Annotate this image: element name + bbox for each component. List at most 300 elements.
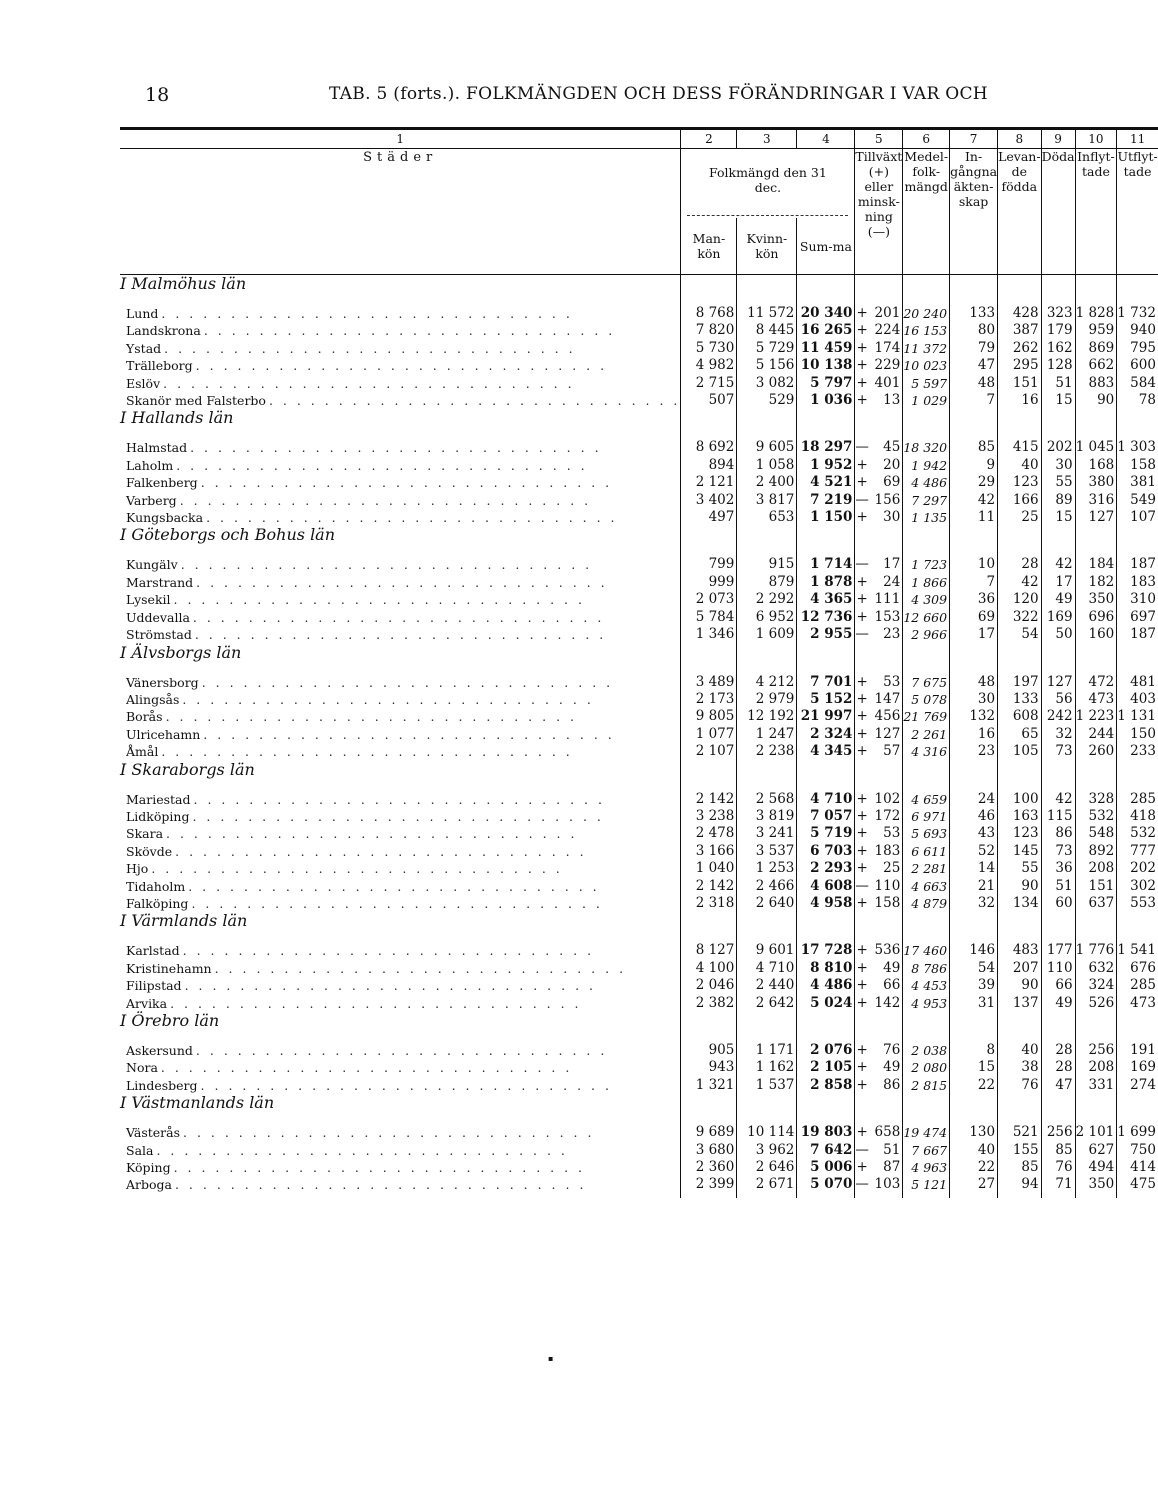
cell-tillvaxt-sign: + — [856, 591, 868, 608]
cell-ingangna: 40 — [950, 1142, 998, 1159]
table-row — [120, 626, 1158, 643]
leader-dots: . . . . . . . . . . . . . . . . . . . . . . . . . . . . . . — [182, 691, 594, 707]
leader-dots: . . . . . . . . . . . . . . . . . . . . . . . . . . . . . . — [151, 861, 563, 877]
section-spacer-cell — [950, 526, 998, 556]
leader-dots: . . . . . . . . . . . . . . . . . . . . . . . . . . . . . . — [161, 744, 573, 760]
cell-mankon: 2 318 — [681, 895, 737, 912]
leader-dots: . . . . . . . . . . . . . . . . . . . . . . . . . . . . . . — [156, 1142, 568, 1158]
header-inflyttade: Inflyt-tade — [1075, 149, 1117, 275]
section-spacer-cell — [1075, 644, 1117, 674]
section-spacer-cell — [903, 526, 950, 556]
section-spacer-cell — [869, 409, 903, 439]
section-spacer-cell — [998, 526, 1042, 556]
cell-summa: 4 345 — [797, 743, 855, 760]
cell-doda: 66 — [1041, 977, 1075, 994]
table-row — [120, 1042, 1158, 1059]
leader-dots: . . . . . . . . . . . . . . . . . . . . . . . . . . . . . . — [164, 340, 576, 356]
table-row — [120, 357, 1158, 374]
cell-tillvaxt-sign: + — [856, 825, 868, 842]
cell-tillvaxt: 24 — [883, 573, 901, 590]
cell-levande: 415 — [998, 439, 1042, 456]
city-name: Kungsbacka — [126, 510, 206, 525]
column-header-row — [120, 149, 1158, 275]
section-spacer-cell — [797, 526, 855, 556]
cell-medelfolkmangd: 4 953 — [903, 995, 950, 1012]
cell-kvinnkon: 4 212 — [737, 674, 797, 691]
section-spacer-cell — [1117, 1012, 1158, 1042]
cell-doda: 47 — [1041, 1077, 1075, 1094]
cell-doda: 49 — [1041, 995, 1075, 1012]
cell-inflyttade: 350 — [1075, 1176, 1117, 1193]
cell-inflyttade: 696 — [1075, 609, 1117, 626]
cell-levande: 65 — [998, 726, 1042, 743]
cell-ingangna: 15 — [950, 1059, 998, 1076]
cell-summa: 19 803 — [797, 1124, 855, 1141]
city-name: Skara — [126, 826, 166, 841]
table-row — [120, 509, 1158, 526]
section-spacer-cell — [903, 644, 950, 674]
leader-dots: . . . . . . . . . . . . . . . . . . . . . . . . . . . . . . — [170, 995, 582, 1011]
cell-inflyttade: 151 — [1075, 878, 1117, 895]
city-name: Laholm — [126, 458, 176, 473]
cell-inflyttade: 959 — [1075, 322, 1117, 339]
cell-tillvaxt-sign: + — [856, 894, 868, 911]
section-spacer-cell — [1075, 912, 1117, 942]
cell-doda: 127 — [1041, 674, 1075, 691]
city-name: Halmstad — [126, 440, 190, 455]
table-row — [120, 474, 1158, 491]
section-spacer-cell — [737, 275, 797, 306]
cell-utflyttade: 285 — [1117, 977, 1158, 994]
section-spacer-cell — [1041, 761, 1075, 791]
section-spacer-cell — [681, 409, 737, 439]
city-name-cell — [120, 860, 681, 877]
section-spacer-cell — [1041, 1012, 1075, 1042]
section-title: I Örebro län — [120, 1011, 220, 1030]
leader-dots: . . . . . . . . . . . . . . . . . . . . . . . . . . . . . . — [191, 895, 603, 911]
city-name: Filipstad — [126, 978, 185, 993]
table-row — [120, 860, 1158, 877]
cell-kvinnkon: 2 646 — [737, 1159, 797, 1176]
cell-doda: 36 — [1041, 860, 1075, 877]
cell-medelfolkmangd: 19 474 — [903, 1124, 950, 1141]
cell-medelfolkmangd: 1 942 — [903, 457, 950, 474]
cell-medelfolkmangd: 4 453 — [903, 977, 950, 994]
table-row — [120, 1142, 1158, 1159]
cell-mankon: 497 — [681, 509, 737, 526]
cell-utflyttade: 202 — [1117, 860, 1158, 877]
section-spacer-cell — [869, 912, 903, 942]
city-name-cell — [120, 1124, 681, 1141]
section-spacer-cell — [1041, 526, 1075, 556]
cell-levande: 151 — [998, 375, 1042, 392]
cell-tillvaxt: 53 — [883, 673, 901, 690]
section-spacer-cell — [681, 761, 737, 791]
city-name-cell — [120, 357, 681, 374]
cell-levande: 262 — [998, 340, 1042, 357]
cell-summa: 21 997 — [797, 708, 855, 725]
leader-dots: . . . . . . . . . . . . . . . . . . . . . . . . . . . . . . — [176, 457, 588, 473]
section-spacer-cell — [1075, 1012, 1117, 1042]
cell-doda: 162 — [1041, 340, 1075, 357]
spacer-cell — [998, 1194, 1042, 1198]
cell-inflyttade: 637 — [1075, 895, 1117, 912]
cell-inflyttade: 632 — [1075, 960, 1117, 977]
section-header-row — [120, 912, 1158, 942]
cell-mankon: 2 073 — [681, 591, 737, 608]
cell-tillvaxt-sign: + — [856, 725, 868, 742]
cell-inflyttade: 208 — [1075, 1059, 1117, 1076]
leader-dots: . . . . . . . . . . . . . . . . . . . . . . . . . . . . . . — [194, 627, 607, 643]
cell-ingangna: 130 — [950, 1124, 998, 1141]
cell-mankon: 1 077 — [681, 726, 737, 743]
cell-medelfolkmangd: 1 723 — [903, 556, 950, 573]
leader-dots: . . . . . . . . . . . . . . . . . . . . . . . . . . . . . . — [160, 1060, 573, 1076]
section-title: I Värmlands län — [120, 911, 248, 931]
cell-kvinnkon: 915 — [737, 556, 797, 573]
cell-utflyttade: 418 — [1117, 808, 1158, 825]
city-name: Åmål — [126, 744, 161, 759]
cell-inflyttade: 316 — [1075, 492, 1117, 509]
cell-inflyttade: 883 — [1075, 375, 1117, 392]
city-name: Strömstad — [126, 627, 195, 642]
table-row — [120, 977, 1158, 994]
cell-inflyttade: 1 223 — [1075, 708, 1117, 725]
section-spacer-cell — [855, 275, 869, 306]
cell-utflyttade: 473 — [1117, 995, 1158, 1012]
cell-levande: 85 — [998, 1159, 1042, 1176]
table-row — [120, 340, 1158, 357]
leader-dots: . . . . . . . . . . . . . . . . . . . . . . . . . . . . . . — [166, 826, 578, 842]
section-spacer-cell — [950, 409, 998, 439]
section-spacer-cell — [737, 644, 797, 674]
cell-tillvaxt: 17 — [883, 556, 901, 573]
col-number: 3 — [737, 129, 797, 149]
cell-utflyttade: 274 — [1117, 1077, 1158, 1094]
cell-ingangna: 22 — [950, 1159, 998, 1176]
cell-ingangna: 7 — [950, 392, 998, 409]
cell-summa: 2 105 — [797, 1059, 855, 1076]
section-spacer-cell — [681, 912, 737, 942]
city-name: Landskrona — [126, 323, 204, 338]
cell-medelfolkmangd: 5 597 — [903, 375, 950, 392]
leader-dots: . . . . . . . . . . . . . . . . . . . . . . . . . . . . . . — [174, 1177, 587, 1193]
section-spacer-cell — [1075, 1094, 1117, 1124]
cell-tillvaxt: 172 — [874, 807, 901, 824]
table-row — [120, 942, 1158, 959]
header-medelfolkmangd: Medel-folk-mängd — [903, 149, 950, 275]
section-spacer-cell — [1117, 644, 1158, 674]
cell-medelfolkmangd: 11 372 — [903, 340, 950, 357]
cell-doda: 256 — [1041, 1124, 1075, 1141]
cell-levande: 94 — [998, 1176, 1042, 1193]
cell-medelfolkmangd: 4 486 — [903, 474, 950, 491]
cell-summa: 18 297 — [797, 439, 855, 456]
section-spacer-cell — [855, 1012, 869, 1042]
leader-dots: . . . . . . . . . . . . . . . . . . . . . . . . . . . . . . — [206, 510, 618, 526]
table-row — [120, 674, 1158, 691]
cell-utflyttade: 78 — [1117, 392, 1158, 409]
section-header-row — [120, 644, 1158, 674]
cell-kvinnkon: 2 400 — [737, 474, 797, 491]
cell-levande: 155 — [998, 1142, 1042, 1159]
cell-ingangna: 22 — [950, 1077, 998, 1094]
cell-tillvaxt: 110 — [874, 877, 901, 894]
table-row — [120, 591, 1158, 608]
leader-dots: . . . . . . . . . . . . . . . . . . . . . . . . . . . . . . — [203, 323, 616, 339]
city-name-cell — [120, 977, 681, 994]
section-spacer-cell — [998, 644, 1042, 674]
cell-ingangna: 43 — [950, 825, 998, 842]
section-spacer-cell — [737, 409, 797, 439]
cell-medelfolkmangd: 5 693 — [903, 825, 950, 842]
city-name: Vänersborg — [126, 675, 202, 690]
cell-kvinnkon: 3 962 — [737, 1142, 797, 1159]
cell-doda: 85 — [1041, 1142, 1075, 1159]
city-name-cell — [120, 591, 681, 608]
header-tillvaxt: Tillväxt (+) eller minsk-ning (—) — [855, 149, 903, 275]
section-title: I Göteborgs och Bohus län — [120, 525, 336, 545]
cell-summa: 5 070 — [797, 1176, 855, 1193]
city-name: Kungälv — [126, 557, 181, 572]
cell-utflyttade: 676 — [1117, 960, 1158, 977]
table-row — [120, 322, 1158, 339]
cell-utflyttade: 1 541 — [1117, 942, 1156, 959]
cell-ingangna: 133 — [950, 305, 998, 322]
cell-ingangna: 132 — [950, 708, 998, 725]
city-name: Skövde — [126, 844, 175, 859]
cell-levande: 137 — [998, 995, 1042, 1012]
cell-doda: 15 — [1041, 392, 1075, 409]
section-header-row — [120, 761, 1158, 791]
leader-dots: . . . . . . . . . . . . . . . . . . . . . . . . . . . . . . — [180, 557, 593, 573]
section-spacer-cell — [903, 275, 950, 306]
cell-ingangna: 48 — [950, 375, 998, 392]
cell-summa: 2 076 — [797, 1042, 855, 1059]
col-number: 8 — [998, 129, 1042, 149]
cell-summa: 1 878 — [797, 574, 855, 591]
cell-kvinnkon: 1 247 — [737, 726, 797, 743]
cell-summa: 5 024 — [797, 995, 855, 1012]
cell-mankon: 3 166 — [681, 843, 737, 860]
spacer-cell — [681, 1194, 737, 1198]
population-table — [120, 127, 1158, 1198]
cell-summa: 8 810 — [797, 960, 855, 977]
city-name-cell — [120, 808, 681, 825]
cell-tillvaxt: 103 — [874, 1176, 901, 1193]
section-header-row — [120, 1094, 1158, 1124]
cell-levande: 90 — [998, 878, 1042, 895]
section-spacer-cell — [797, 275, 855, 306]
city-name: Lund — [126, 306, 161, 321]
cell-inflyttade: 328 — [1075, 791, 1117, 808]
col-number: 10 — [1075, 129, 1117, 149]
leader-dots: . . . . . . . . . . . . . . . . . . . . . . . . . . . . . . — [200, 475, 613, 491]
cell-kvinnkon: 879 — [737, 574, 797, 591]
cell-doda: 76 — [1041, 1159, 1075, 1176]
table-row — [120, 878, 1158, 895]
cell-mankon: 4 100 — [681, 960, 737, 977]
header-utflyttade: Utflyt-tade — [1117, 149, 1158, 275]
cell-tillvaxt-sign: + — [856, 474, 868, 491]
leader-dots: . . . . . . . . . . . . . . . . . . . . . . . . . . . . . . — [163, 375, 575, 391]
cell-tillvaxt: 51 — [883, 1141, 901, 1158]
city-name: Västerås — [126, 1125, 183, 1140]
cell-utflyttade: 183 — [1117, 574, 1158, 591]
cell-doda: 89 — [1041, 492, 1075, 509]
leader-dots: . . . . . . . . . . . . . . . . . . . . . . . . . . . . . . — [214, 960, 627, 976]
cell-levande: 608 — [998, 708, 1042, 725]
cell-mankon: 5 784 — [681, 609, 737, 626]
leader-dots: . . . . . . . . . . . . . . . . . . . . . . . . . . . . . . — [193, 791, 605, 807]
cell-inflyttade: 208 — [1075, 860, 1117, 877]
cell-tillvaxt-sign: + — [856, 456, 868, 473]
cell-doda: 73 — [1041, 843, 1075, 860]
cell-tillvaxt: 658 — [874, 1124, 901, 1141]
city-name-cell — [120, 375, 681, 392]
city-name-cell — [120, 1176, 681, 1193]
section-spacer-cell — [869, 1094, 903, 1124]
cell-levande: 521 — [998, 1124, 1042, 1141]
section-header-row — [120, 409, 1158, 439]
city-name-cell — [120, 1077, 681, 1094]
cell-mankon: 905 — [681, 1042, 737, 1059]
section-spacer-cell — [1117, 761, 1158, 791]
leader-dots: . . . . . . . . . . . . . . . . . . . . . . . . . . . . . . — [173, 1160, 586, 1176]
table-row — [120, 743, 1158, 760]
cell-utflyttade: 584 — [1117, 375, 1158, 392]
cell-doda: 55 — [1041, 474, 1075, 491]
city-name-cell — [120, 1042, 681, 1059]
city-name-cell — [120, 726, 681, 743]
cell-mankon: 2 360 — [681, 1159, 737, 1176]
cell-utflyttade: 150 — [1117, 726, 1158, 743]
cell-levande: 90 — [998, 977, 1042, 994]
cell-summa: 4 365 — [797, 591, 855, 608]
table-row — [120, 960, 1158, 977]
cell-levande: 54 — [998, 626, 1042, 643]
header-kvinnkon: Kvinn-kön — [736, 218, 796, 274]
cell-levande: 28 — [998, 556, 1042, 573]
city-name: Nora — [126, 1060, 161, 1075]
col-number: 2 — [681, 129, 737, 149]
cell-medelfolkmangd: 10 023 — [903, 357, 950, 374]
section-spacer-cell — [1117, 1094, 1158, 1124]
cell-ingangna: 21 — [950, 878, 998, 895]
cell-mankon: 2 478 — [681, 825, 737, 842]
cell-tillvaxt-sign: + — [856, 573, 868, 590]
section-spacer-cell — [737, 526, 797, 556]
cell-ingangna: 8 — [950, 1042, 998, 1059]
cell-medelfolkmangd: 5 078 — [903, 691, 950, 708]
cell-mankon: 2 382 — [681, 995, 737, 1012]
cell-utflyttade: 600 — [1117, 357, 1158, 374]
city-name: Ulricehamn — [126, 727, 203, 742]
cell-doda: 42 — [1041, 556, 1075, 573]
city-name-cell — [120, 609, 681, 626]
cell-inflyttade: 350 — [1075, 591, 1117, 608]
col-number: 7 — [950, 129, 998, 149]
cell-ingangna: 85 — [950, 439, 998, 456]
section-spacer-cell — [998, 275, 1042, 306]
section-title: I Skaraborgs län — [120, 759, 255, 779]
cell-tillvaxt-sign: + — [856, 322, 868, 339]
print-mark: ▪ — [548, 1354, 554, 1363]
cell-ingangna: 146 — [950, 942, 998, 959]
col-number: 6 — [903, 129, 950, 149]
cell-ingangna: 7 — [950, 574, 998, 591]
cell-kvinnkon: 3 817 — [737, 492, 797, 509]
section-spacer-cell — [1041, 275, 1075, 306]
section-spacer-cell — [950, 1094, 998, 1124]
cell-utflyttade: 1 732 — [1117, 305, 1156, 321]
leader-dots: . . . . . . . . . . . . . . . . . . . . . . . . . . . . . . — [200, 1077, 612, 1093]
cell-kvinnkon: 529 — [737, 392, 797, 409]
section-spacer-cell — [903, 912, 950, 942]
cell-medelfolkmangd: 20 240 — [903, 305, 950, 322]
cell-levande: 25 — [998, 509, 1042, 526]
table-end-row — [120, 1194, 1158, 1198]
table-row — [120, 1077, 1158, 1094]
cell-ingangna: 36 — [950, 591, 998, 608]
section-spacer-cell — [869, 761, 903, 791]
city-name-cell — [120, 691, 681, 708]
cell-medelfolkmangd: 1 029 — [903, 392, 950, 409]
cell-doda: 115 — [1041, 808, 1075, 825]
cell-utflyttade: 940 — [1117, 322, 1158, 339]
table-row — [120, 305, 1158, 322]
cell-utflyttade: 285 — [1117, 791, 1158, 808]
cell-inflyttade: 1 828 — [1075, 305, 1117, 322]
cell-inflyttade: 473 — [1075, 691, 1117, 708]
section-spacer-cell — [737, 761, 797, 791]
cell-medelfolkmangd: 2 038 — [903, 1042, 950, 1059]
cell-utflyttade: 187 — [1117, 556, 1158, 573]
section-spacer-cell — [855, 761, 869, 791]
leader-dots: . . . . . . . . . . . . . . . . . . . . . . . . . . . . . . — [161, 306, 573, 321]
table-row — [120, 726, 1158, 743]
cell-kvinnkon: 3 082 — [737, 375, 797, 392]
spacer-cell — [737, 1194, 797, 1198]
cell-ingangna: 52 — [950, 843, 998, 860]
cell-levande: 120 — [998, 591, 1042, 608]
section-title: I Västmanlands län — [120, 1093, 275, 1113]
section-spacer-cell — [1075, 275, 1117, 306]
city-name-cell — [120, 791, 681, 808]
cell-inflyttade: 331 — [1075, 1077, 1117, 1094]
cell-summa: 2 293 — [797, 860, 855, 877]
cell-tillvaxt-sign: + — [856, 743, 868, 760]
cell-levande: 428 — [998, 305, 1042, 322]
cell-ingangna: 11 — [950, 509, 998, 526]
city-name: Varberg — [126, 493, 180, 508]
table-row — [120, 1176, 1158, 1193]
cell-medelfolkmangd: 1 135 — [903, 509, 950, 526]
cell-tillvaxt-sign: + — [856, 305, 868, 321]
section-spacer-cell — [855, 409, 869, 439]
cell-levande: 40 — [998, 1042, 1042, 1059]
section-spacer-cell — [1041, 1094, 1075, 1124]
table-row — [120, 1159, 1158, 1176]
spacer-cell — [1117, 1194, 1158, 1198]
cell-summa: 11 459 — [797, 340, 855, 357]
cell-summa: 12 736 — [797, 609, 855, 626]
table-row — [120, 492, 1158, 509]
cell-inflyttade: 160 — [1075, 626, 1117, 643]
cell-summa: 5 719 — [797, 825, 855, 842]
city-name-cell — [120, 995, 681, 1012]
city-name: Karlstad — [126, 943, 183, 958]
